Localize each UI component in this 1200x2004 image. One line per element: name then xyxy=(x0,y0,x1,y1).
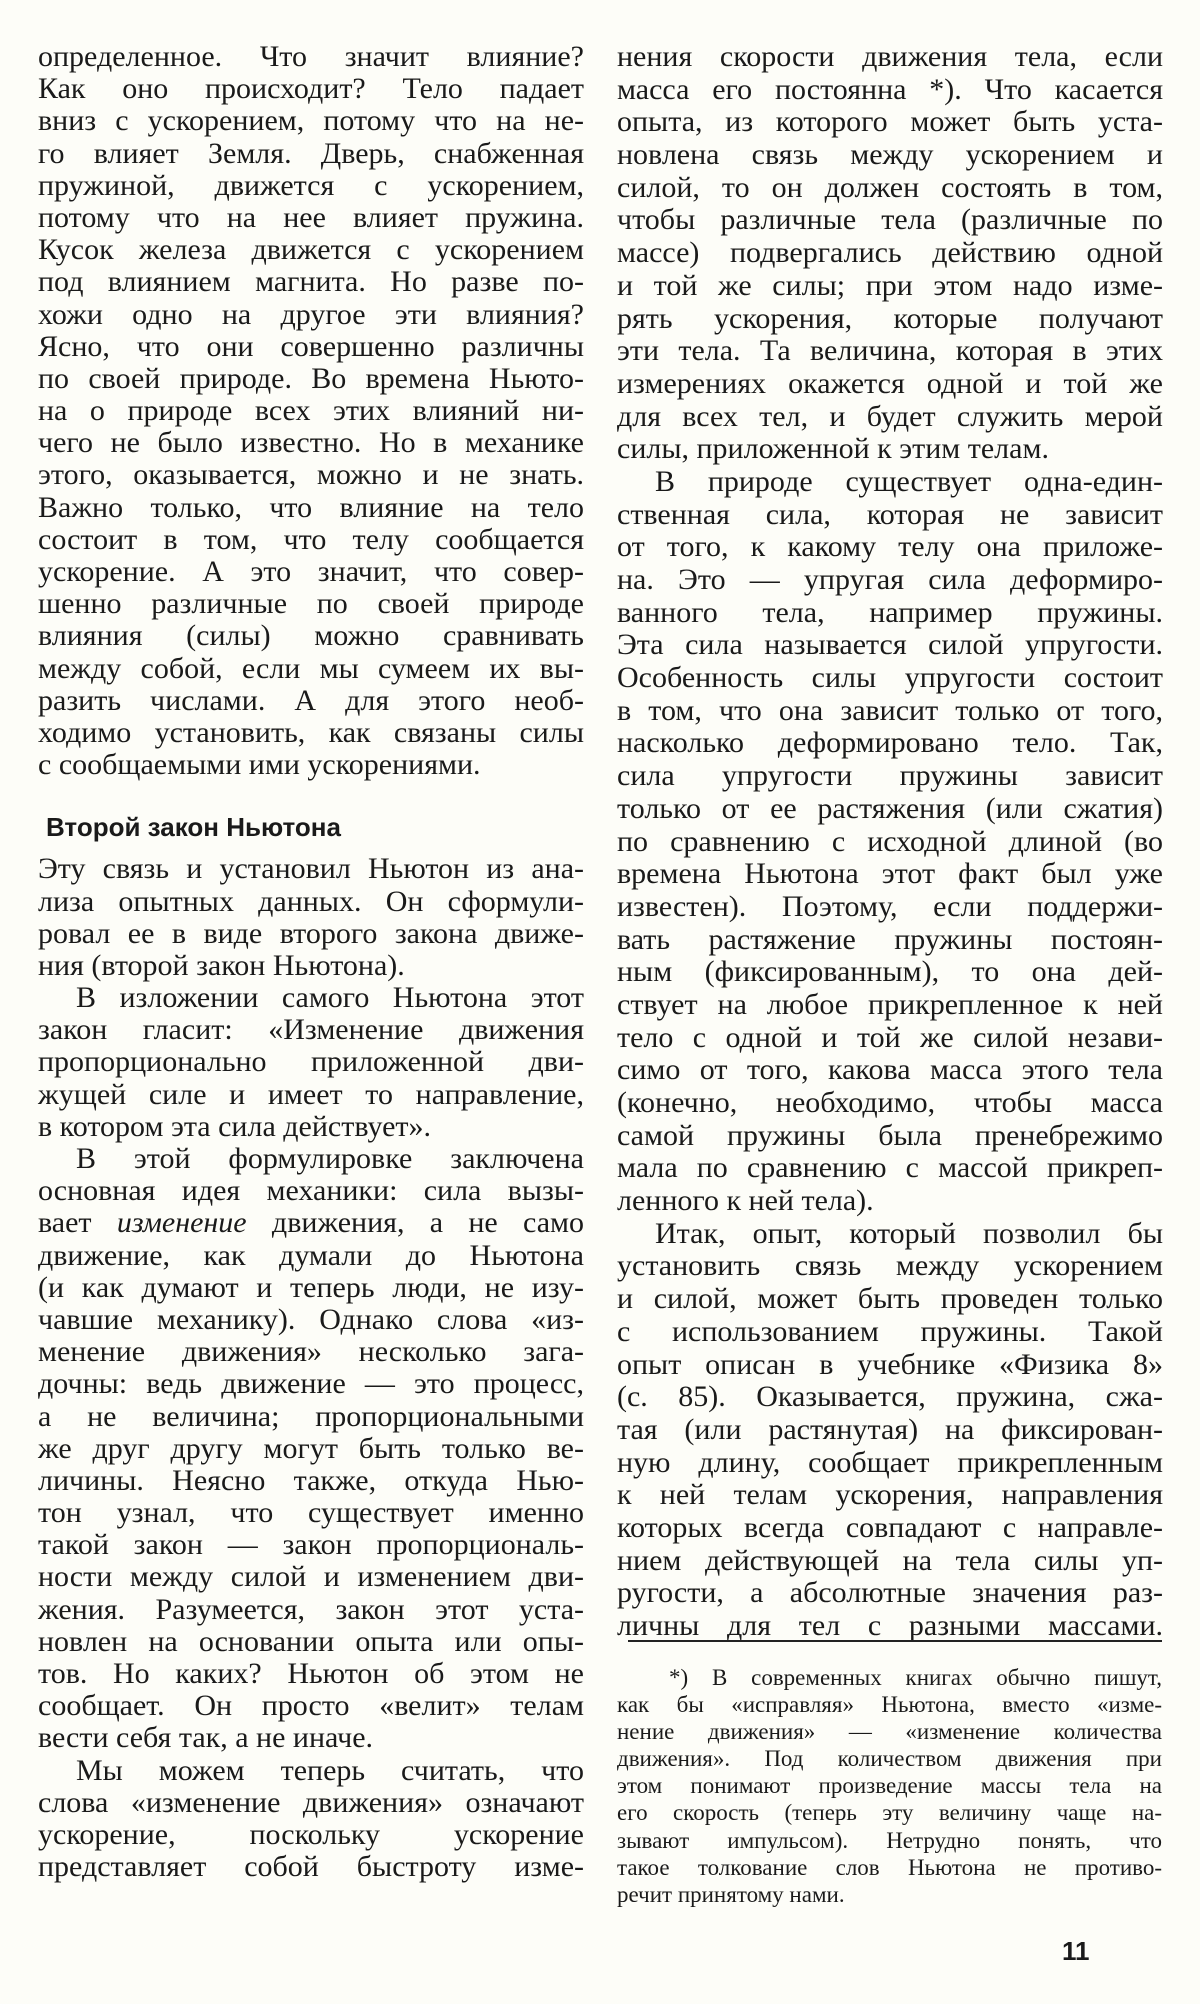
text-line: масса его постоянна *). Что касается xyxy=(617,72,1163,106)
text-line: такой закон — закон пропорциональ- xyxy=(38,1528,584,1562)
text-line: личины. Неясно также, откуда Нью- xyxy=(38,1463,584,1497)
text-line: же друг другу могут быть только ве- xyxy=(38,1431,584,1465)
text-line: массе) подвергались действию одной xyxy=(617,236,1163,270)
text-line: установить связь между ускорением xyxy=(617,1249,1163,1283)
text-line: ходимо установить, как связаны силы xyxy=(38,715,584,749)
text-line: самой пружины была пренебрежимо xyxy=(617,1118,1163,1152)
text-segment: движения, а не само xyxy=(246,1206,584,1240)
text-line: которых всегда совпадают с направле- xyxy=(617,1510,1163,1544)
text-line: дочны: ведь движение — это процесс, xyxy=(38,1367,584,1401)
text-line: *) В современных книгах обычно пишут, xyxy=(669,1665,1162,1690)
text-line: известен). Поэтому, если поддержи- xyxy=(617,889,1163,923)
text-line: Важно только, что влияние на тело xyxy=(38,490,584,524)
text-line: тело с одной и той же силой незави- xyxy=(617,1020,1163,1054)
text-line: Эту связь и установил Ньютон из ана- xyxy=(38,852,584,886)
text-line: движение, как думали до Ньютона xyxy=(38,1238,584,1272)
text-line: ственная сила, которая не зависит xyxy=(617,497,1163,531)
text-line: на о природе всех этих влияний ни- xyxy=(38,394,584,428)
text-line: по своей природе. Во времена Ньюто- xyxy=(38,361,584,395)
text-line: нение движения» — «изменение количества xyxy=(617,1719,1162,1745)
text-line: основная идея механики: сила вызы- xyxy=(38,1174,584,1208)
paragraph xyxy=(617,1218,1163,1643)
text-line: этого, оказывается, можно и не знать. xyxy=(38,458,584,492)
text-line: новлена связь между ускорением и xyxy=(617,138,1163,172)
footnote xyxy=(617,1664,1162,1908)
text-line: Как оно происходит? Тело падает xyxy=(38,72,584,106)
text-line: а не величина; пропорциональными xyxy=(38,1399,584,1433)
text-line: шенно различные по своей природе xyxy=(38,587,584,621)
paragraph xyxy=(38,853,584,982)
text-line: силой, то он должен состоять в том, xyxy=(617,170,1163,204)
text-line: измерениях окажется одной и той же xyxy=(617,366,1163,400)
text-line: и силой, может быть проведен только xyxy=(617,1282,1163,1316)
emphasis-text: изменение xyxy=(116,1206,247,1240)
text-line: чего не было известно. Но в механике xyxy=(38,426,584,460)
text-line: ругости, а абсолютные значения раз- xyxy=(617,1576,1163,1610)
right-column xyxy=(617,41,1163,1643)
paragraph xyxy=(38,1143,584,1755)
paragraph xyxy=(617,466,1163,1218)
text-line: между собой, если мы сумеем их вы- xyxy=(38,651,584,685)
text-line: В природе существует одна-един- xyxy=(655,464,1163,498)
text-line: (с. 85). Оказывается, пружина, сжа- xyxy=(617,1380,1163,1414)
text-line: только от ее растяжения (или сжатия) xyxy=(617,791,1163,825)
text-line: жущей силе и имеет то направление, xyxy=(38,1077,584,1111)
text-line: закон гласит: «Изменение движения xyxy=(38,1013,584,1047)
text-line: движения». Под количеством движения при xyxy=(617,1746,1162,1772)
text-line: зывают импульсом). Нетрудно понять, что xyxy=(617,1827,1162,1853)
text-line: ности между силой и изменением дви- xyxy=(38,1560,584,1594)
text-line: пропорционально приложенной дви- xyxy=(38,1045,584,1079)
text-line: хожи одно на другое эти влияния? xyxy=(38,297,584,331)
text-line: этом понимают произведение массы тела на xyxy=(617,1773,1162,1799)
paragraph xyxy=(38,41,584,781)
text-line: речит принятому нами. xyxy=(617,1881,845,1907)
text-line: личны для тел с разными массами. xyxy=(617,1609,1163,1642)
text-line: на. Это — упругая сила деформиро- xyxy=(617,563,1163,596)
text-line: эти тела. Та величина, которая в этих xyxy=(617,334,1163,368)
text-line: Итак, опыт, который позволил бы xyxy=(655,1216,1163,1250)
text-line: лиза опытных данных. Он сформули- xyxy=(38,884,584,918)
footnote-divider xyxy=(628,1640,1162,1642)
text-line: мала по сравнению с массой прикреп- xyxy=(617,1151,1163,1185)
text-segment: вает xyxy=(38,1206,117,1240)
text-line: ную длину, сообщает прикрепленным xyxy=(617,1445,1163,1479)
text-line: опыта, из которого может быть уста- xyxy=(617,105,1163,139)
text-line: влияния (силы) можно сравнивать xyxy=(38,619,584,653)
text-line: (и как думают и теперь люди, не изу- xyxy=(38,1270,584,1304)
text-line: слова «изменение движения» означают xyxy=(38,1785,584,1819)
text-line: опыт описан в учебнике «Физика 8» xyxy=(617,1347,1163,1381)
text-line: к ней телам ускорения, направления xyxy=(617,1478,1163,1512)
text-line: рять ускорения, которые получают xyxy=(617,301,1163,335)
text-line: ленного к ней тела). xyxy=(617,1184,874,1218)
text-line: времена Ньютона этот факт был уже xyxy=(617,857,1163,891)
text-line: го влияет Земля. Дверь, снабженная xyxy=(38,136,584,170)
text-line: в котором эта сила действует». xyxy=(38,1109,432,1143)
text-line: пружиной, движется с ускорением, xyxy=(38,168,584,202)
text-line: сила упругости пружины зависит xyxy=(617,759,1163,793)
text-line: ванного тела, например пружины. xyxy=(617,595,1163,629)
paragraph xyxy=(38,1755,584,1884)
text-line: ния (второй закон Ньютона). xyxy=(38,948,405,982)
page-number: 11 xyxy=(1062,1936,1090,1966)
text-line: ным (фиксированным), то она дей- xyxy=(617,955,1163,989)
text-line: чавшие механику). Однако слова «из- xyxy=(38,1302,584,1336)
text-line: и той же силы; при этом надо изме- xyxy=(617,268,1163,302)
text-line: Особенность силы упругости состоит xyxy=(617,661,1163,695)
text-line: вать растяжение пружины постоян- xyxy=(617,922,1163,956)
text-line: его скорость (теперь эту величину чаще на- xyxy=(617,1800,1162,1826)
text-line: вести себя так, а не иначе. xyxy=(38,1721,374,1755)
text-line: новлен на основании опыта или опы- xyxy=(38,1624,584,1658)
text-line: под влиянием магнита. Но разве по- xyxy=(38,265,584,299)
text-line: потому что на нее влияет пружина. xyxy=(38,200,584,234)
text-line: ствует на любое прикрепленное к ней xyxy=(617,987,1163,1021)
text-line: разить числами. А для этого необ- xyxy=(38,683,584,717)
text-line: тон узнал, что существует именно xyxy=(38,1496,584,1530)
text-line: нием действующей на тела силы уп- xyxy=(617,1543,1163,1577)
text-line: ровал ее в виде второго закона движе- xyxy=(38,916,584,950)
text-line: с сообщаемыми ими ускорениями. xyxy=(38,748,481,782)
text-line: нения скорости движения тела, если xyxy=(617,40,1163,73)
text-line: (конечно, необходимо, чтобы масса xyxy=(617,1086,1163,1119)
text-line: представляет собой быстроту изме- xyxy=(38,1850,584,1884)
text-line: Эта сила называется силой упругости. xyxy=(617,628,1163,662)
text-line: ускорение. А это значит, что совер- xyxy=(38,555,584,588)
text-line: Мы можем теперь считать, что xyxy=(76,1753,584,1787)
text-line: определенное. Что значит влияние? xyxy=(38,40,584,73)
text-line: силы, приложенной к этим телам. xyxy=(617,432,1049,466)
text-line: сообщает. Он просто «велит» телам xyxy=(38,1689,584,1723)
text-line: как бы «исправляя» Ньютона, вместо «изме- xyxy=(617,1692,1162,1718)
left-column xyxy=(38,41,584,1883)
paragraph xyxy=(38,982,584,1143)
text-line: жения. Разумеется, закон этот уста- xyxy=(38,1592,584,1626)
text-line: состоит в том, что телу сообщается xyxy=(38,522,584,556)
text-line xyxy=(38,1207,584,1239)
text-line: для всех тел, и будет служить мерой xyxy=(617,399,1163,433)
text-line: ускорение, поскольку ускорение xyxy=(38,1817,584,1851)
paragraph xyxy=(617,41,1163,466)
text-line: насколько деформировано тело. Так, xyxy=(617,726,1163,760)
text-line: Ясно, что они совершенно различны xyxy=(38,329,584,363)
text-line: тая (или растянутая) на фиксирован- xyxy=(617,1412,1163,1446)
section-heading: Второй закон Ньютона xyxy=(46,812,341,843)
text-line: В этой формулировке заключена xyxy=(76,1142,584,1175)
text-line: вниз с ускорением, потому что на не- xyxy=(38,104,584,138)
text-line: симо от того, какова масса этого тела xyxy=(617,1053,1163,1087)
text-line: от того, к какому телу она приложе- xyxy=(617,530,1163,564)
text-line: Кусок железа движется с ускорением xyxy=(38,233,584,267)
text-line: такое толкование слов Ньютона не противо- xyxy=(617,1854,1162,1880)
text-line: В изложении самого Ньютона этот xyxy=(76,981,584,1015)
text-line: с использованием пружины. Такой xyxy=(617,1314,1163,1348)
text-line: тов. Но каких? Ньютон об этом не xyxy=(38,1657,584,1690)
text-line: в том, что она зависит только от того, xyxy=(617,693,1163,727)
text-line: по сравнению с исходной длиной (во xyxy=(617,824,1163,858)
text-line: чтобы различные тела (различные по xyxy=(617,203,1163,237)
text-line: менение движения» несколько зага- xyxy=(38,1335,584,1369)
